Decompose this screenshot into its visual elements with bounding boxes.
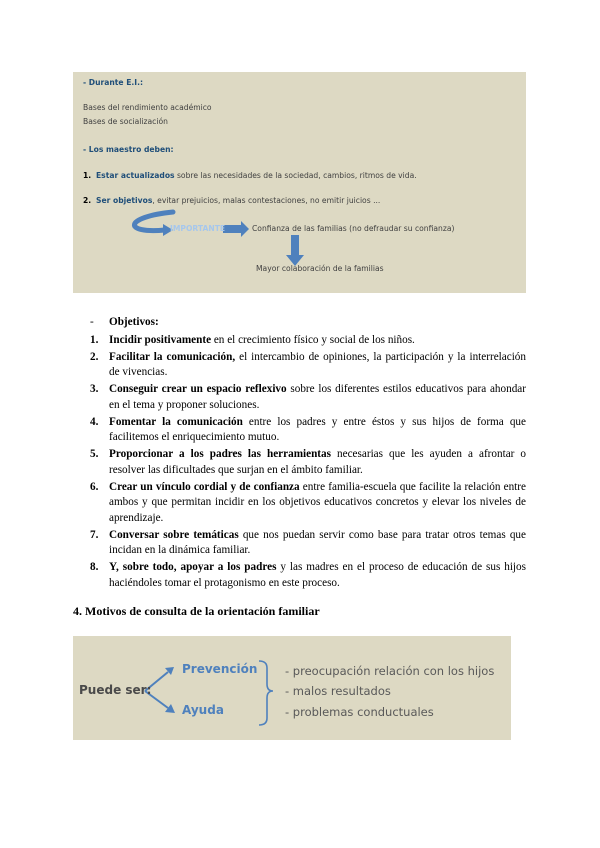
reason-2: - malos resultados xyxy=(285,684,391,698)
item-bold: Fomentar la comunicación xyxy=(109,415,243,428)
item-number: 6. xyxy=(90,480,99,493)
item-number: 3. xyxy=(90,383,99,395)
item-rest: sobre las necesidades de la sociedad, cambios, ritmos de vida. xyxy=(174,171,417,180)
item-number: 8. xyxy=(90,561,99,573)
list-item xyxy=(90,333,526,349)
trust-text: Confianza de las familias (no defraudar su confianza) xyxy=(252,224,455,233)
reason-1: - preocupación relación con los hijos xyxy=(285,664,495,678)
list-item xyxy=(90,480,526,527)
prevencion-label: Prevención xyxy=(182,662,258,676)
arrow-down-head xyxy=(165,704,175,713)
item-bold: Y, sobre todo, apoyar a los padres xyxy=(109,561,277,573)
list-item xyxy=(90,415,526,446)
down-arrow xyxy=(286,235,304,266)
puede-ser-label: Puede ser: xyxy=(79,683,152,697)
heading-maestros: - Los maestro deben: xyxy=(83,145,174,154)
item-number: 2. xyxy=(90,350,99,363)
line-socializacion: Bases de socialización xyxy=(83,117,168,126)
section-title: 4. Motivos de consulta de la orientación familiar xyxy=(73,604,320,618)
item-rest: el intercambio de opiniones, la participación y la interrelación de vivencias. xyxy=(109,350,526,378)
item-number: 1. xyxy=(90,333,99,346)
flow-diagram xyxy=(73,72,526,293)
item-number: 2. xyxy=(83,196,92,205)
item-bold: Conseguir crear un espacio reflexivo xyxy=(109,383,287,395)
objectives-heading xyxy=(90,315,526,331)
summary-panel xyxy=(73,72,526,293)
line-rendimiento: Bases del rendimiento académico xyxy=(83,103,212,112)
list-item xyxy=(90,382,526,413)
item-bold: Facilitar la comunicación, xyxy=(109,350,236,363)
reason-3: - problemas conductuales xyxy=(285,705,434,719)
item-bold: Estar actualizados xyxy=(96,171,175,180)
item-rest: entre los padres y entre éstos y sus hijos de forma que facilitemos el enriquecimiento mutuo. xyxy=(109,415,526,443)
item-number: 7. xyxy=(90,528,99,541)
item-number: 1. xyxy=(83,171,92,180)
item-rest: entre familia-escuela que facilite la relación entre ambos y que permitan incidir en los objetivos educativos concretos y elevar los niveles de aprendizaje. xyxy=(109,480,526,524)
item-bold: Conversar sobre temáticas xyxy=(109,528,239,541)
item-bold: Incidir positivamente xyxy=(109,333,212,346)
item-bold: Crear un vínculo cordial y de confianza xyxy=(109,480,300,493)
item-bold: Proporcionar a los padres las herramientas xyxy=(109,448,331,460)
item-number: 4. xyxy=(90,415,99,428)
item-rest: y las madres en el proceso de educación de sus hijos haciéndoles tomar el protagonismo en este proceso. xyxy=(109,561,526,589)
objectives-title: Objetivos: xyxy=(109,316,159,328)
item-rest: sobre los diferentes estilos educativos para ahondar en el tema y proponer soluciones. xyxy=(109,383,526,411)
item-rest: , evitar prejuicios, malas contestaciones, no emitir juicios ... xyxy=(152,196,381,205)
right-arrow xyxy=(223,221,249,237)
item-bold: Ser objetivos xyxy=(96,196,153,205)
list-item xyxy=(90,560,526,591)
ayuda-label: Ayuda xyxy=(182,703,224,717)
objectives-section xyxy=(90,315,526,593)
consult-diagram-panel xyxy=(73,636,511,740)
item-number: 5. xyxy=(90,448,99,460)
list-item xyxy=(90,528,526,559)
important-label: IMPORTANTE xyxy=(170,224,226,233)
item-rest: que nos puedan servir como base para tratar otros temas que incidan en la dinámica familiar. xyxy=(109,528,526,556)
item-rest: necesarias que les ayuden a afrontar o resolver las dificultades que surjan en el ámbito familiar. xyxy=(109,448,527,476)
bracket xyxy=(259,661,273,725)
item-rest: en el crecimiento físico y social de los niños. xyxy=(211,333,415,346)
collab-text: Mayor colaboración de la familias xyxy=(256,264,384,273)
heading-durante: - Durante E.I.: xyxy=(83,78,144,87)
objectives-list xyxy=(90,333,526,592)
bullet-dash: - xyxy=(90,316,94,328)
list-item xyxy=(90,350,526,381)
list-item xyxy=(90,447,526,478)
